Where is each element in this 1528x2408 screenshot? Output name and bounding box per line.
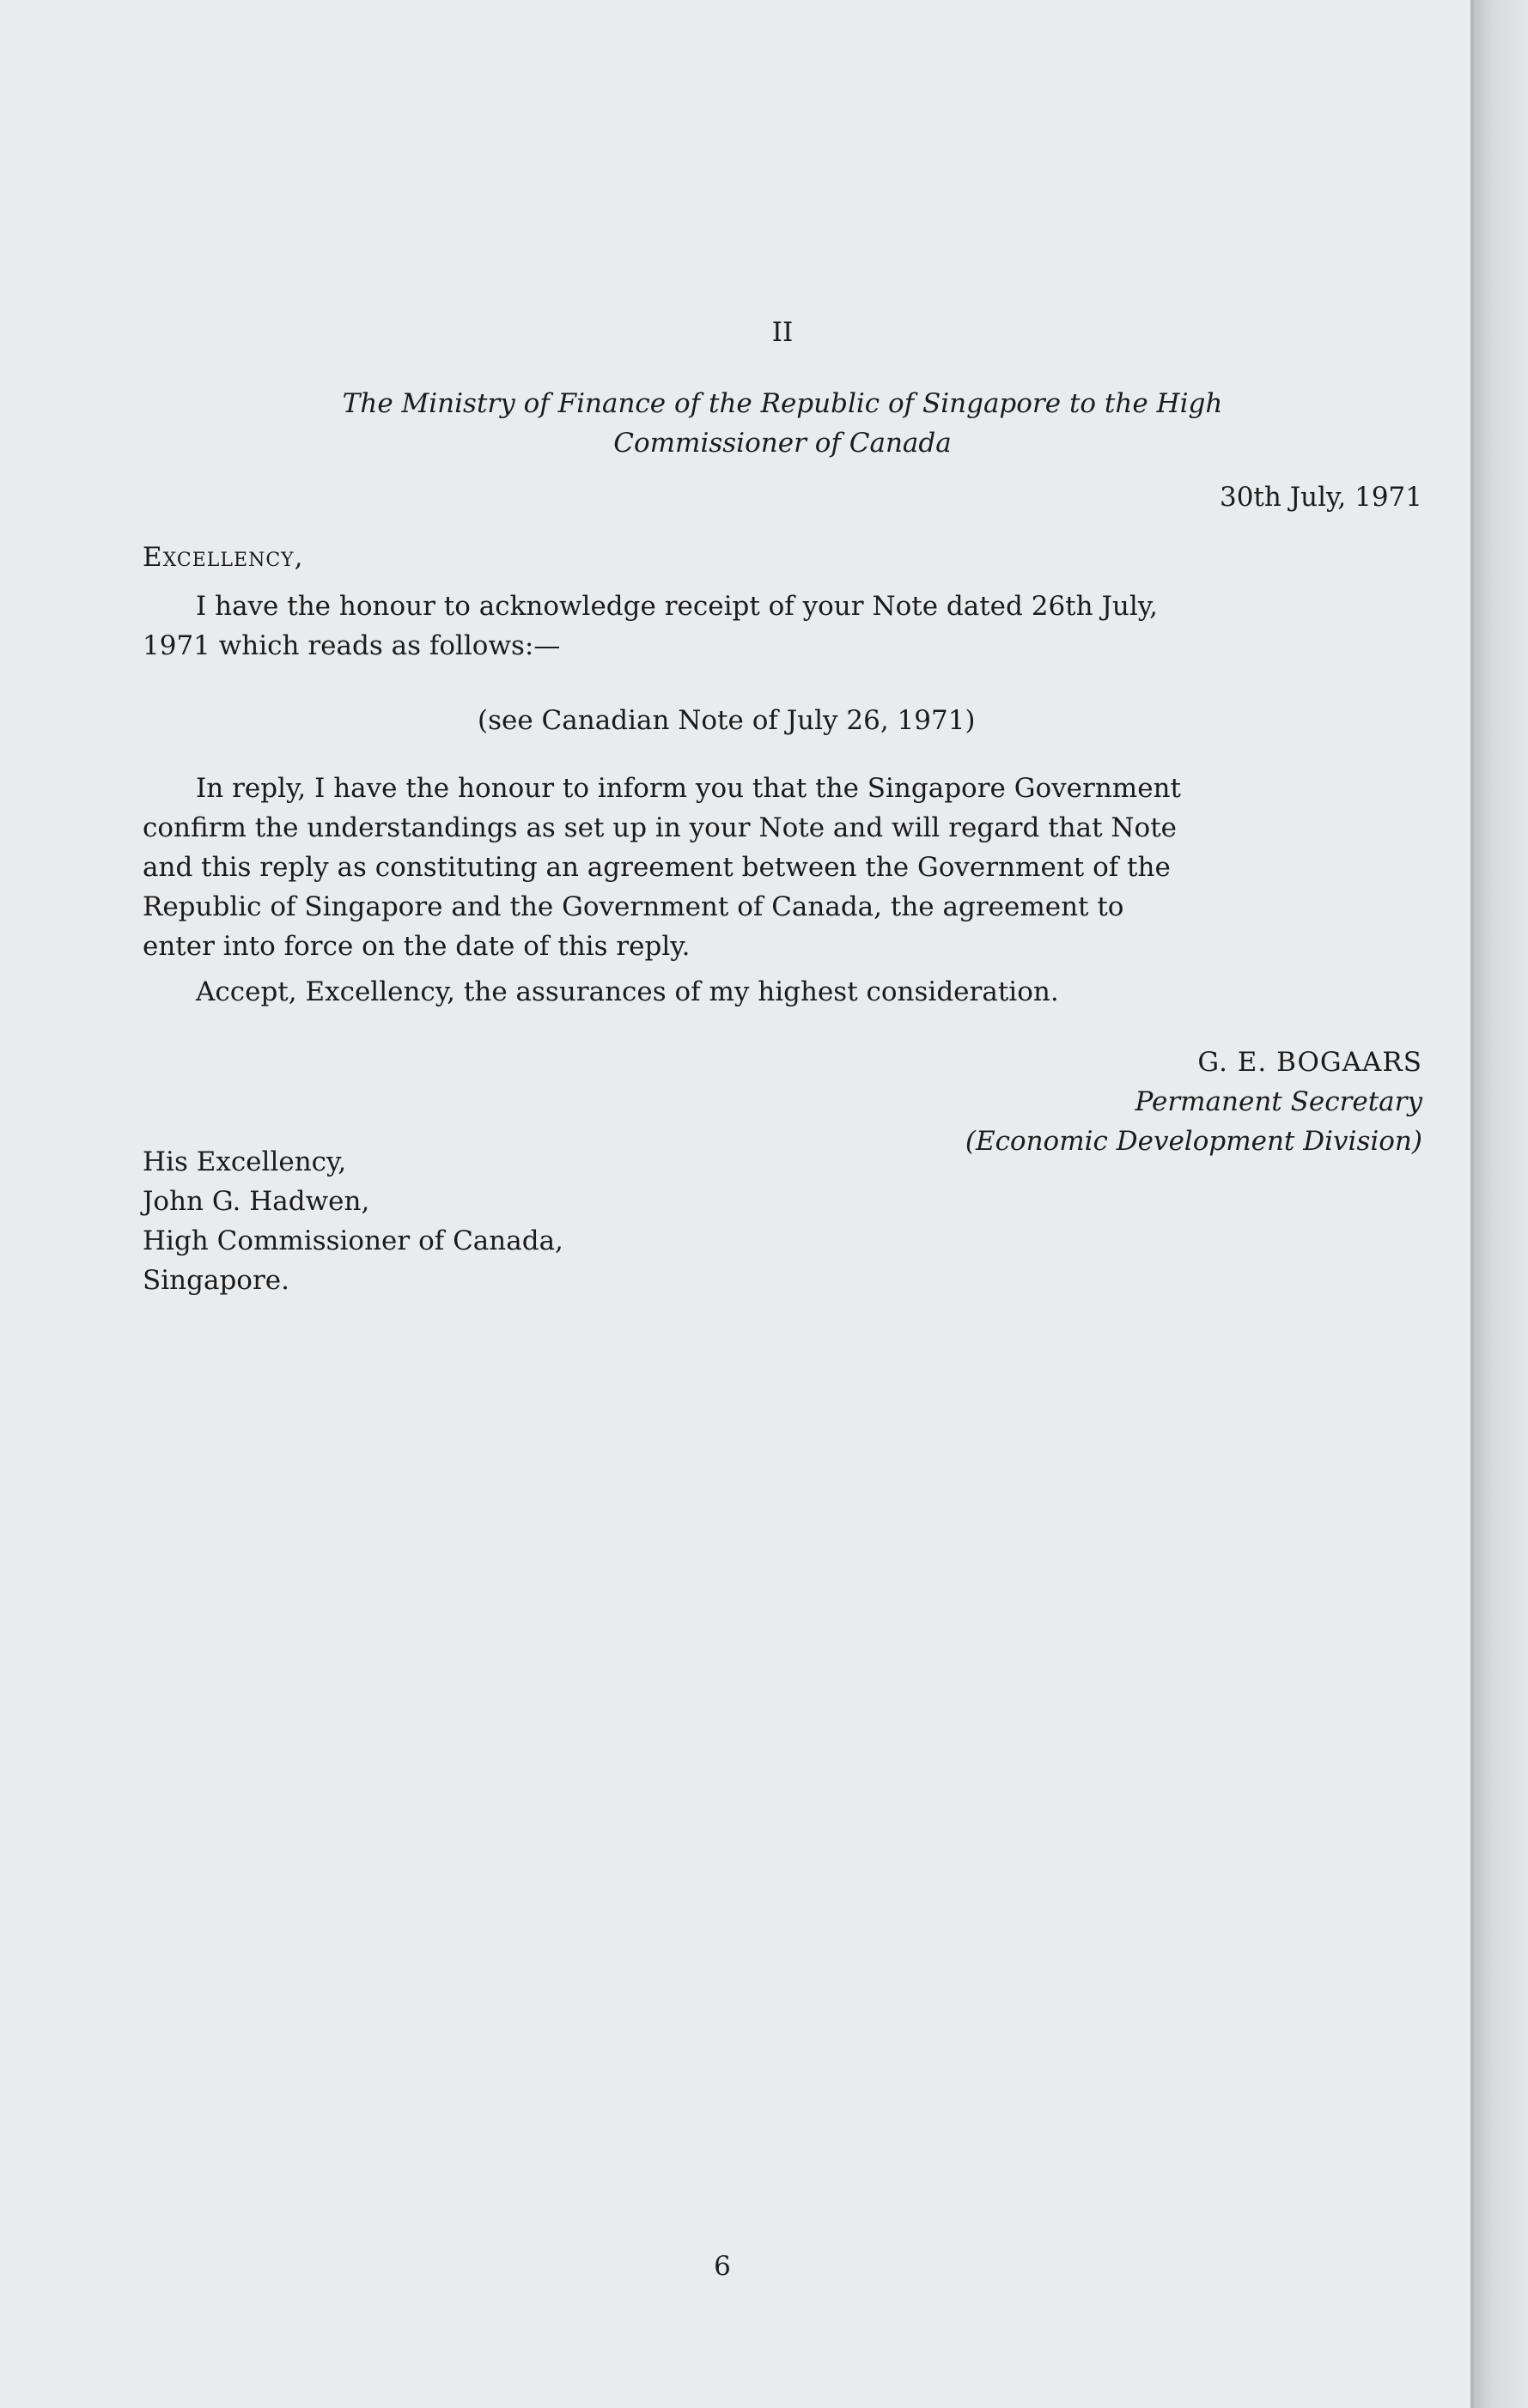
signatory-name: G. E. BOGAARS — [1197, 1047, 1422, 1078]
letter-heading — [143, 384, 1422, 463]
addressee-line: Singapore. — [143, 1265, 289, 1296]
paragraph-line: I have the honour to acknowledge receipt of your Note dated 26th July, — [196, 591, 1158, 622]
addressee-block — [143, 1142, 1422, 1300]
quoted-note-reference: (see Canadian Note of July 26, 1971) — [478, 705, 976, 736]
note-number: II — [771, 317, 794, 348]
paragraph-line: confirm the understandings as set up in your Note and will regard that Note — [143, 812, 1178, 843]
addressee-line: His Excellency, — [143, 1146, 347, 1177]
paragraph-line: and this reply as constituting an agreement between the Government of the — [143, 852, 1171, 883]
paragraph-line: 1971 which reads as follows:— — [143, 630, 561, 661]
signatory-title: Permanent Secretary — [1135, 1086, 1422, 1117]
paragraph-reply — [143, 769, 1422, 966]
page-number: 6 — [714, 2251, 731, 2282]
addressee-line: John G. Hadwen, — [143, 1186, 370, 1217]
closing-courtesy: Accept, Excellency, the assurances of my highest consideration. — [196, 976, 1059, 1007]
paragraph-acknowledgement — [143, 587, 1422, 666]
paragraph-line: In reply, I have the honour to inform you that the Singapore Government — [196, 773, 1181, 804]
paragraph-line: Republic of Singapore and the Government of Canada, the agreement to — [143, 891, 1124, 922]
letter-date: 30th July, 1971 — [1219, 482, 1422, 513]
heading-line: The Ministry of Finance of the Republic of Singapore to the High — [342, 388, 1223, 419]
addressee-line: High Commissioner of Canada, — [143, 1225, 563, 1256]
signatory-division: (Economic Development Division) — [965, 1126, 1422, 1157]
salutation: Excellency, — [143, 542, 304, 573]
heading-line: Commissioner of Canada — [613, 428, 952, 459]
letter-content — [143, 0, 1422, 2408]
page-edge — [1474, 0, 1528, 2408]
paragraph-line: enter into force on the date of this reply. — [143, 931, 691, 962]
